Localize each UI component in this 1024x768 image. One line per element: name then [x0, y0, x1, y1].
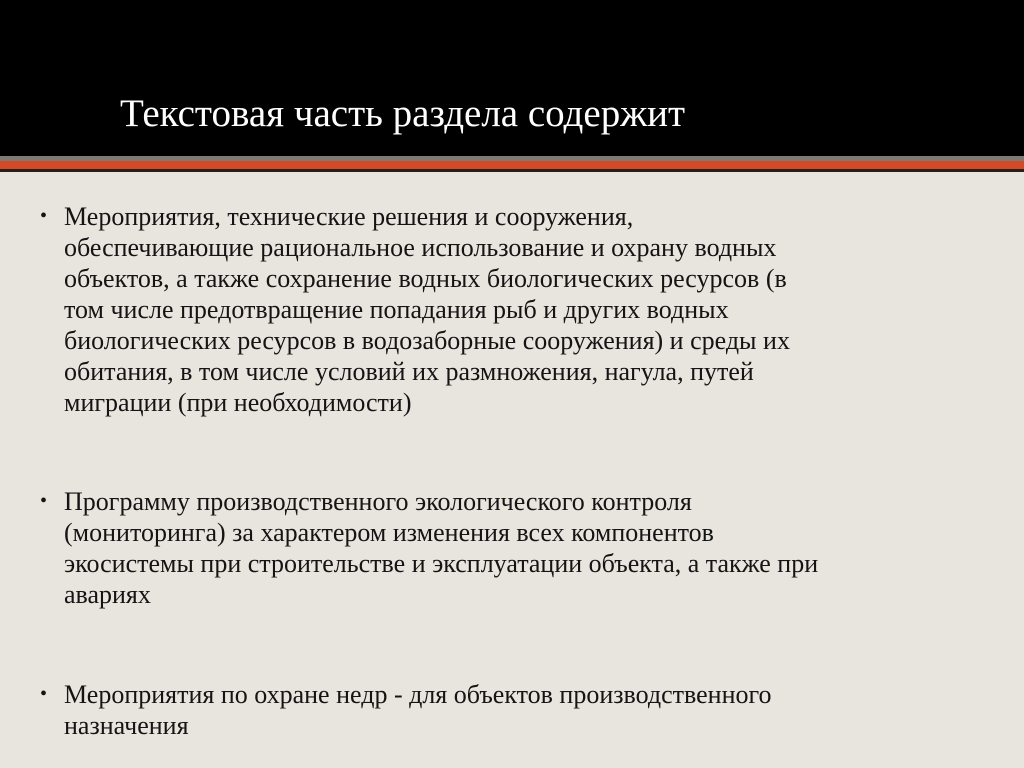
- bullet-item: [40, 486, 1000, 616]
- bullet-marker: •: [40, 205, 48, 227]
- bullet-marker: •: [40, 683, 48, 705]
- bullet-text: Мероприятия по охране недр - для объектов производственного назначения: [64, 680, 772, 740]
- bullet-text: Программу производственного экологического контроля (мониторинга) за характером изменения всех компонентов экосистемы при строительстве и эксплуатации объекта, а также при авариях: [64, 487, 819, 609]
- bullet-marker: •: [40, 490, 48, 512]
- bullet-item: [40, 201, 1000, 421]
- bullet-text: Мероприятия, технические решения и сооружения, обеспечивающие рациональное использование и охрану водных объектов, а также сохранение водных биологических ресурсов (в том числе предотвращение попадания рыб и других водных биологических ресурсов в водозаборные сооружения) и среды их обитания, в том числе условий их размножения, нагула, путей миграции (при необходимости): [64, 202, 790, 417]
- bullet-item: [40, 679, 1000, 749]
- slide-title: Текстовая часть раздела содержит: [120, 92, 686, 135]
